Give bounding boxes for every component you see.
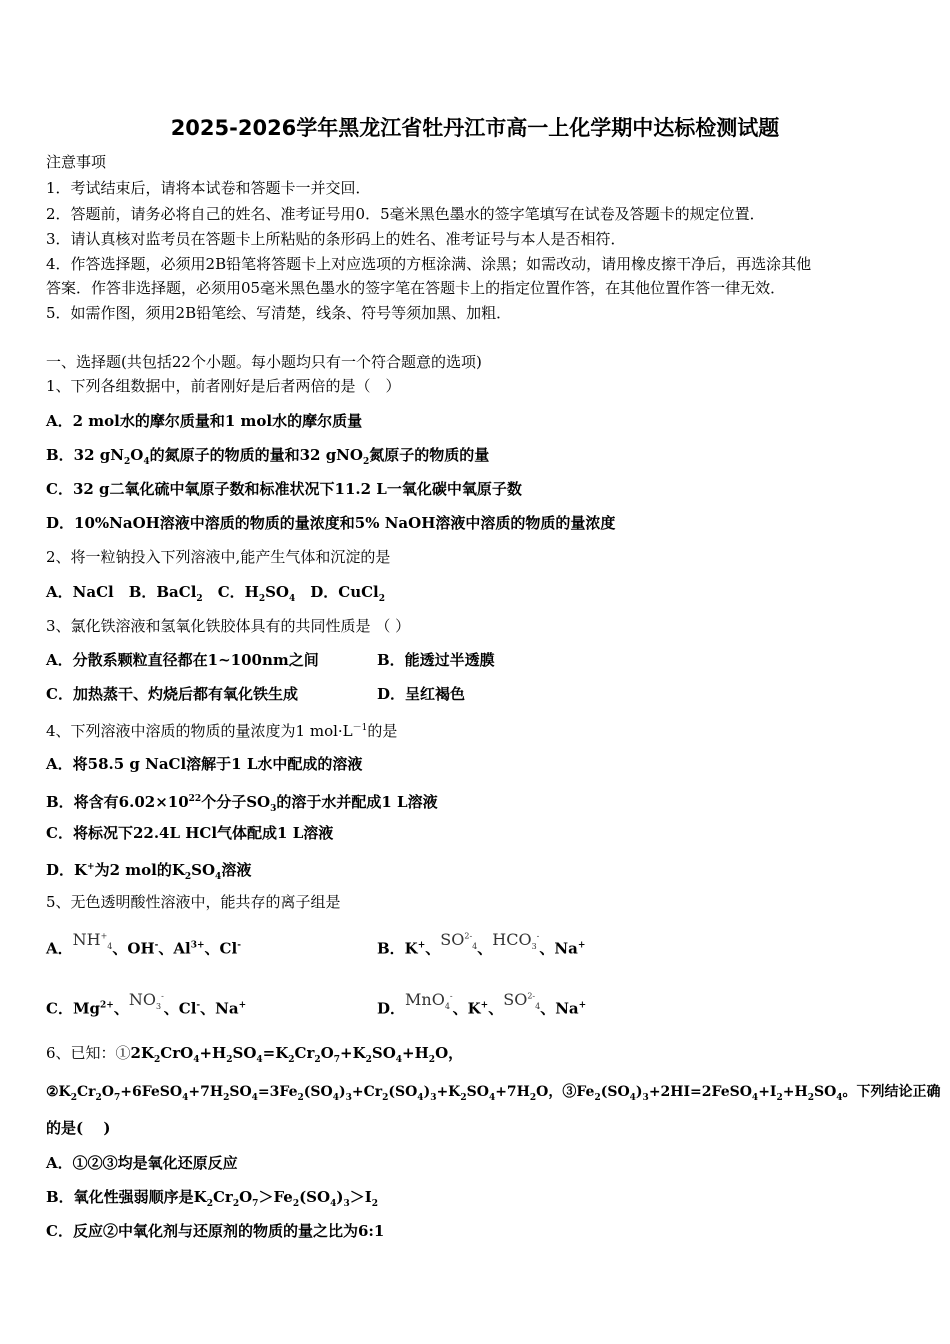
q5-option-d: D．MnO$_4$-、K+、$SO^{2-}_4$、Na+ — [377, 990, 587, 1018]
q3-option-a: A．分散系颗粒直径都在1~100nm之间 — [46, 651, 319, 669]
notice-item: 4．作答选择题，必须用2B铅笔将答题卡上对应选项的方框涂满、涂黑；如需改动，请用橡皮擦干净后，再选涂其他 — [46, 255, 812, 273]
notice-item: 3．请认真核对监考员在答题卡上所粘贴的条形码上的姓名、准考证号与本人是否相符． — [46, 230, 626, 248]
q2-options: A．NaCl B．BaCl$_2$ C．$H_2SO_4$ D．CuCl$_2$ — [46, 583, 386, 604]
q5-option-b: B．K+、$SO^{2-}_4$、$HCO_3^-$、Na+ — [377, 930, 586, 958]
section-heading: 一、选择题(共包括22个小题。每小题均只有一个符合题意的选项) — [46, 353, 482, 371]
question-6-stem-end: 的是( ) — [46, 1119, 111, 1137]
question-4-stem: 4、下列溶液中溶质的物质的量浓度为1 $mol\cdot L^{-1}$的是 — [46, 722, 398, 740]
q1-option-c: C．32 g二氧化硫中氧原子数和标准状况下11.2 L一氧化碳中氧原子数 — [46, 480, 522, 498]
q6-option-b: B．氧化性强弱顺序是$K_2Cr_2O_7>Fe_2(SO_4)_3>I_2$ — [46, 1188, 379, 1209]
q1-option-d: D．10%NaOH溶液中溶质的物质的量浓度和5% NaOH溶液中溶质的物质的量浓度 — [46, 514, 616, 532]
q5-option-a: A．$NH^+_4$、OH-、$Al^{3+}$、Cl- — [46, 930, 241, 958]
q4-option-a: A．将58.5 g NaCl溶解于1 L水中配成的溶液 — [46, 755, 363, 773]
q3-option-c: C．加热蒸干、灼烧后都有氧化铁生成 — [46, 685, 298, 703]
q5-option-c: C．$Mg^{2+}$、$NO_3^-$、Cl-、Na+ — [46, 990, 247, 1018]
question-2-stem: 2、将一粒钠投入下列溶液中,能产生气体和沉淀的是 — [46, 548, 391, 566]
q6-option-c: C．反应②中氧化剂与还原剂的物质的量之比为6:1 — [46, 1222, 385, 1240]
question-6-stem: 6、已知：$①2K_2CrO_4+H_2SO_4=K_2Cr_2O_7+K_2SO_4+H_2O$， — [46, 1044, 464, 1065]
question-1-stem: 1、下列各组数据中，前者刚好是后者两倍的是（ ） — [46, 377, 401, 395]
notice-item: 1．考试结束后，请将本试卷和答题卡一并交回． — [46, 179, 371, 197]
q1-option-a: A．2 mol水的摩尔质量和1 mol水的摩尔质量 — [46, 412, 363, 430]
question-6-equations: $②K_2Cr_2O_7+6FeSO_4+7H_2SO_4=3Fe_2(SO_4)_3+Cr_2(SO_4)_3+K_2SO_4+7H_2O$，$③Fe_2(SO_4)_3+2HI=2FeSO_4+I_2+H_2SO_4$。下列结论正确 — [46, 1084, 941, 1103]
question-3-stem: 3、氯化铁溶液和氢氧化铁胶体具有的共同性质是 （ ） — [46, 617, 411, 635]
notice-heading: 注意事项 — [46, 153, 107, 171]
q4-option-d: D．K+为2 mol的$K_2SO_4$溶液 — [46, 861, 252, 882]
q3-option-b: B．能透过半透膜 — [377, 651, 495, 669]
q3-option-d: D．呈红褐色 — [377, 685, 466, 703]
q4-option-b: B．将含有$6.02\times 10^{22}$个分子$SO_3$的溶于水并配成1 L溶液 — [46, 793, 438, 814]
notice-item: 2．答题前，请务必将自己的姓名、准考证号用0．5毫米黑色墨水的签字笔填写在试卷及答题卡的规定位置． — [46, 205, 765, 223]
q4-option-c: C．将标况下22.4L HCl气体配成1 L溶液 — [46, 824, 334, 842]
notice-item: 答案．作答非选择题，必须用05毫米黑色墨水的签字笔在答题卡上的指定位置作答，在其他位置作答一律无效． — [46, 279, 786, 297]
q6-option-a: A．①②③均是氧化还原反应 — [46, 1154, 238, 1172]
notice-item: 5．如需作图，须用2B铅笔绘、写清楚，线条、符号等须加黑、加粗． — [46, 304, 512, 322]
page-title: 2025-2026学年黑龙江省牡丹江市高一上化学期中达标检测试题 — [170, 116, 780, 140]
question-5-stem: 5、无色透明酸性溶液中，能共存的离子组是 — [46, 893, 341, 911]
q1-option-b: B．32 $gN_2O_4$的氮原子的物质的量和32 gNO$_2$氮原子的物质的量 — [46, 446, 490, 467]
